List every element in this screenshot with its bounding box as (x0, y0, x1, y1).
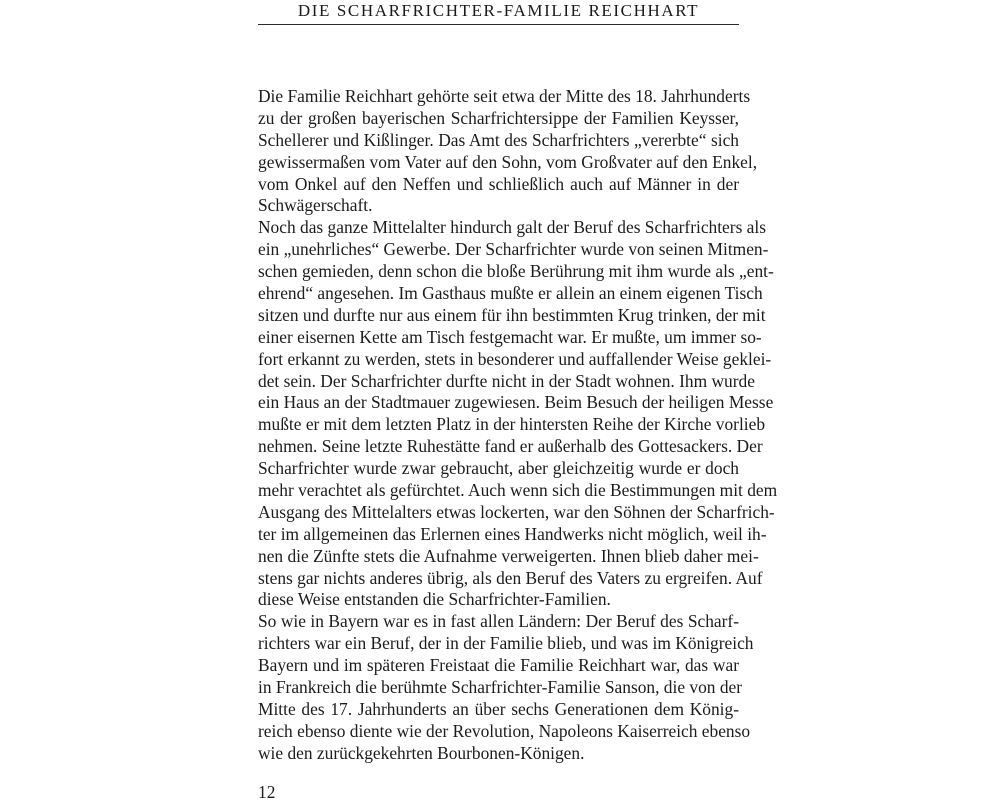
text-line: mußte er mit dem letzten Platz in der hintersten Reihe der Kirche vorlieb (258, 414, 766, 435)
text-line: zu der großen bayerischen Scharfrichtersippe der Familien Keysser, (258, 107, 739, 128)
text-line: Schellerer und Kißlinger. Das Amt des Scharfrichters „vererbte“ sich (258, 129, 739, 150)
text-line: ein Haus an der Stadtmauer zugewiesen. Beim Besuch der heiligen Messe (258, 392, 774, 413)
text-line: gewissermaßen vom Vater auf den Sohn, vom Großvater auf den Enkel, (258, 151, 758, 172)
text-line: richters war ein Beruf, der in der Familie blieb, und was im Königreich (258, 633, 754, 654)
text-line: vom Onkel auf den Neffen und schließlich auch auf Männer in der (258, 173, 739, 194)
text-line: wie den zurückgekehrten Bourbonen-Königen. (258, 742, 585, 763)
text-line: nen die Zünfte stets die Aufnahme verweigerten. Ihnen blieb daher mei- (258, 545, 759, 566)
body-text (258, 86, 778, 765)
page-number: 12 (258, 782, 276, 802)
text-line: mehr verachtet als gefürchtet. Auch wenn sich die Bestimmungen mit dem (258, 480, 778, 501)
text-line: ein „unehrliches“ Gewerbe. Der Scharfrichter wurde von seinen Mitmen- (258, 239, 769, 260)
text-line: Bayern und im späteren Freistaat die Familie Reichhart war, das war (258, 655, 739, 676)
text-line: reich ebenso diente wie der Revolution, Napoleons Kaiserreich ebenso (258, 720, 751, 741)
text-line: in Frankreich die berühmte Scharfrichter-Familie Sanson, die von der (258, 677, 743, 698)
text-line: Scharfrichter wurde zwar gebraucht, aber gleichzeitig wurde er doch (258, 458, 739, 479)
paragraph-1 (258, 86, 758, 217)
text-line: ehrend“ angesehen. Im Gasthaus mußte er allein an einem eigenen Tisch (258, 283, 763, 304)
text-line: Ausgang des Mittelalters etwas lockerten, war den Söhnen der Scharfrich- (258, 501, 775, 522)
text-line: Schwägerschaft. (258, 195, 373, 216)
text-line: schen gemieden, denn schon die bloße Berührung mit ihm wurde als „ent- (258, 261, 774, 282)
text-line: Noch das ganze Mittelalter hindurch galt der Beruf des Scharfrichters als (258, 217, 767, 238)
paragraph-3 (258, 611, 754, 764)
text-line: Mitte des 17. Jahrhunderts an über sechs Generationen dem König- (258, 698, 739, 719)
text-line: stens gar nichts anderes übrig, als den Beruf des Vaters zu ergreifen. Auf (258, 567, 763, 588)
text-line: einer eisernen Kette am Tisch festgemacht war. Er mußte, um immer so- (258, 326, 762, 347)
text-line: nehmen. Seine letzte Ruhestätte fand er außerhalb des Gottesackers. Der (258, 436, 763, 457)
text-line: ter im allgemeinen das Erlernen eines Handwerks nicht möglich, weil ih- (258, 523, 767, 544)
text-line: Die Familie Reichhart gehörte seit etwa der Mitte des 18. Jahrhunderts (258, 86, 751, 106)
paragraph-2 (258, 217, 778, 611)
text-line: So wie in Bayern war es in fast allen Ländern: Der Beruf des Scharf- (258, 611, 739, 632)
text-line: det sein. Der Scharfrichter durfte nicht in der Stadt wohnen. Ihm wurde (258, 370, 755, 391)
running-head: DIE SCHARFRICHTER-FAMILIE REICHHART (258, 0, 739, 25)
text-line: sitzen und durfte nur aus einem für ihn bestimmten Krug trinken, der mit (258, 304, 766, 325)
text-line: diese Weise entstanden die Scharfrichter-Familien. (258, 589, 611, 610)
text-line: fort erkannt zu werden, stets in besonderer und auffallender Weise geklei- (258, 348, 772, 369)
